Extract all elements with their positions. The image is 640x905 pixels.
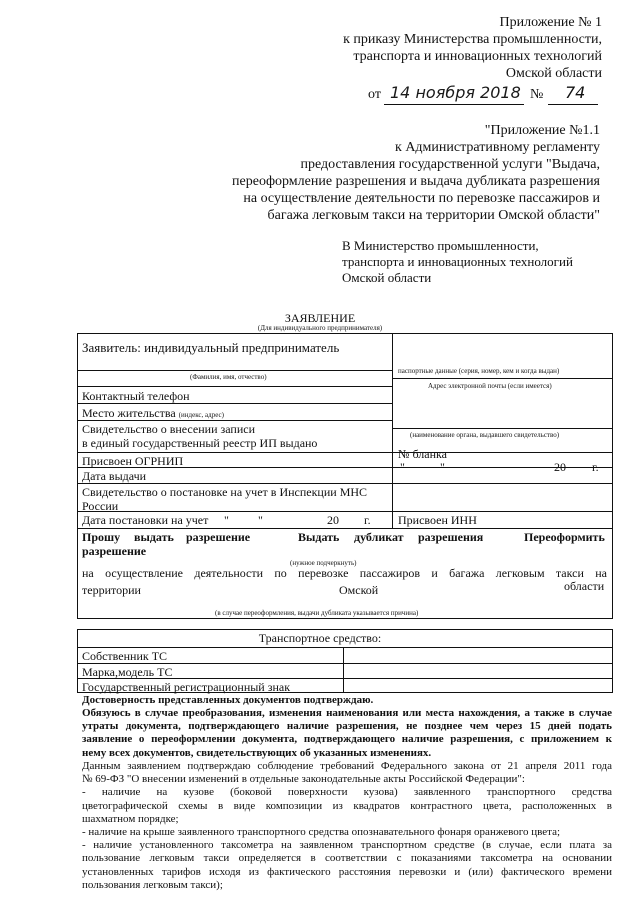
confirm-text: Достоверность представленных документов подтверждаю. — [82, 694, 374, 706]
activity-territory-line: территории Омской области — [82, 579, 605, 597]
vehicle-plate-label: Государственный регистрационный знак — [82, 680, 291, 694]
email-caption: Адрес электронной почты (если имеется) — [428, 382, 552, 390]
fio-caption: (Фамилия, имя, отчество) — [190, 373, 267, 381]
issue-date-label: Дата выдачи — [82, 469, 147, 483]
addressee-block — [342, 238, 573, 286]
request-word: разрешение — [82, 544, 147, 558]
option-reissue: Переоформить — [524, 530, 605, 544]
underline-caption: (нужное подчеркнуть) — [290, 559, 357, 567]
form-title: ЗАЯВЛЕНИЕ — [284, 311, 356, 325]
regulation-block — [120, 122, 600, 224]
appendix-number: Приложение № 1 — [499, 15, 602, 30]
handwritten-number: 74 — [565, 83, 586, 102]
form-subtitle: (Для индивидуального предпринимателя) — [257, 324, 383, 332]
order-number-label: № — [530, 87, 544, 102]
order-line: Омской области — [505, 66, 602, 81]
inn-label: Присвоен ИНН — [398, 513, 477, 527]
tax-certificate-label: Свидетельство о постановке на учет в Инспекции МНС России — [82, 485, 368, 513]
order-date-prefix: от — [368, 87, 381, 102]
addressee-line: Омской области — [342, 270, 432, 285]
handwritten-date: 14 ноября 2018 — [390, 83, 521, 102]
registration-date-row: Дата постановки на учет " " 20 г. — [82, 513, 371, 527]
ogrnip-label: Присвоен ОГРНИП — [82, 454, 184, 468]
addressee-line: транспорта и инновационных технологий — [342, 254, 573, 269]
number-underline — [548, 104, 598, 105]
vehicle-owner-label: Собственник ТС — [82, 649, 168, 663]
passport-caption: паспортные данные (серия, номер, кем и когда выдан) — [398, 367, 560, 375]
applicant-label: Заявитель: индивидуальный предприниматель — [82, 340, 340, 355]
regulation-line: предоставления государственной услуги "Выдача, — [300, 157, 600, 172]
option-duplicate: Выдать — [298, 530, 340, 544]
reason-caption: (в случае переоформления, выдачи дубликата указывается причина) — [215, 609, 419, 617]
law-text: Данным заявлением подтверждаю соблюдение требований Федерального закона от 21 апреля 2011 года № 69-ФЗ "О внесении изменений в отдельные законодательные акты Российской Федерации": - наличие на кузове (боковой поверхности кузова) заявленного транспортного средства цветографической схемы в виде композиции из квадратов контрастного цвета, расположенных в шахматном порядке; - наличие на крыше заявленного транспортного средства опознавательного фонаря оранжевого цвета; - наличие установленного таксометра на заявленном транспортном средстве (в случае, если плата за пользование легковым такси определяется в соответствии с показаниями таксометра на основании установленных тарифов исходя из фактического расстояния перевозки и (или) фактического времени пользования легковым такси); — [82, 760, 612, 891]
order-line: транспорта и инновационных технологий — [353, 49, 602, 64]
regulation-line: к Административному регламенту — [395, 140, 600, 155]
regulation-line: на осуществление деятельности по перевозке пассажиров и — [243, 191, 600, 206]
regulation-line: багажа легковым такси на территории Омской области" — [267, 208, 600, 223]
order-line: к приказу Министерства промышленности, — [343, 32, 602, 47]
request-options: Прошу выдать разрешение Выдать дубликат разрешения Переоформить — [82, 530, 605, 544]
regulation-line: переоформление разрешения и выдача дубликата разрешения — [232, 174, 600, 189]
issuer-caption: (наименование органа, выдавшего свидетельство) — [410, 431, 560, 439]
addressee-line: В Министерство промышленности, — [342, 238, 539, 253]
regulation-line: "Приложение №1.1 — [484, 123, 600, 138]
option-issue: Прошу — [82, 530, 121, 544]
certificate-label: Свидетельство о внесении записи в единый государственный реестр ИП выдано — [82, 422, 318, 450]
header-block — [242, 14, 602, 82]
obligation-text: Обязуюсь в случае преобразования, изменения наименования или места нахождения, а также в случае утраты документа, подтверждающего наличие разрешения, не позднее чем через 15 дней подать заявление о переоформлении документа, подтверждающего наличие разрешения, с приложением к нему всех документов, свидетельствующих об указанных изменениях. — [82, 707, 612, 759]
blank-number-label: № бланка — [398, 447, 447, 461]
date-underline — [384, 104, 524, 105]
residence-hint: (индекс, адрес) — [178, 411, 224, 419]
registration-date-label: Дата постановки на учет — [82, 513, 209, 527]
residence-label: Место жительства (индекс, адрес) — [82, 406, 224, 420]
phone-label: Контактный телефон — [82, 389, 190, 403]
vehicle-title: Транспортное средство: — [258, 631, 382, 645]
activity-line: на осуществление деятельности по перевозке пассажиров и багажа легковым такси на — [82, 566, 607, 580]
vehicle-model-label: Марка,модель ТС — [82, 665, 173, 679]
